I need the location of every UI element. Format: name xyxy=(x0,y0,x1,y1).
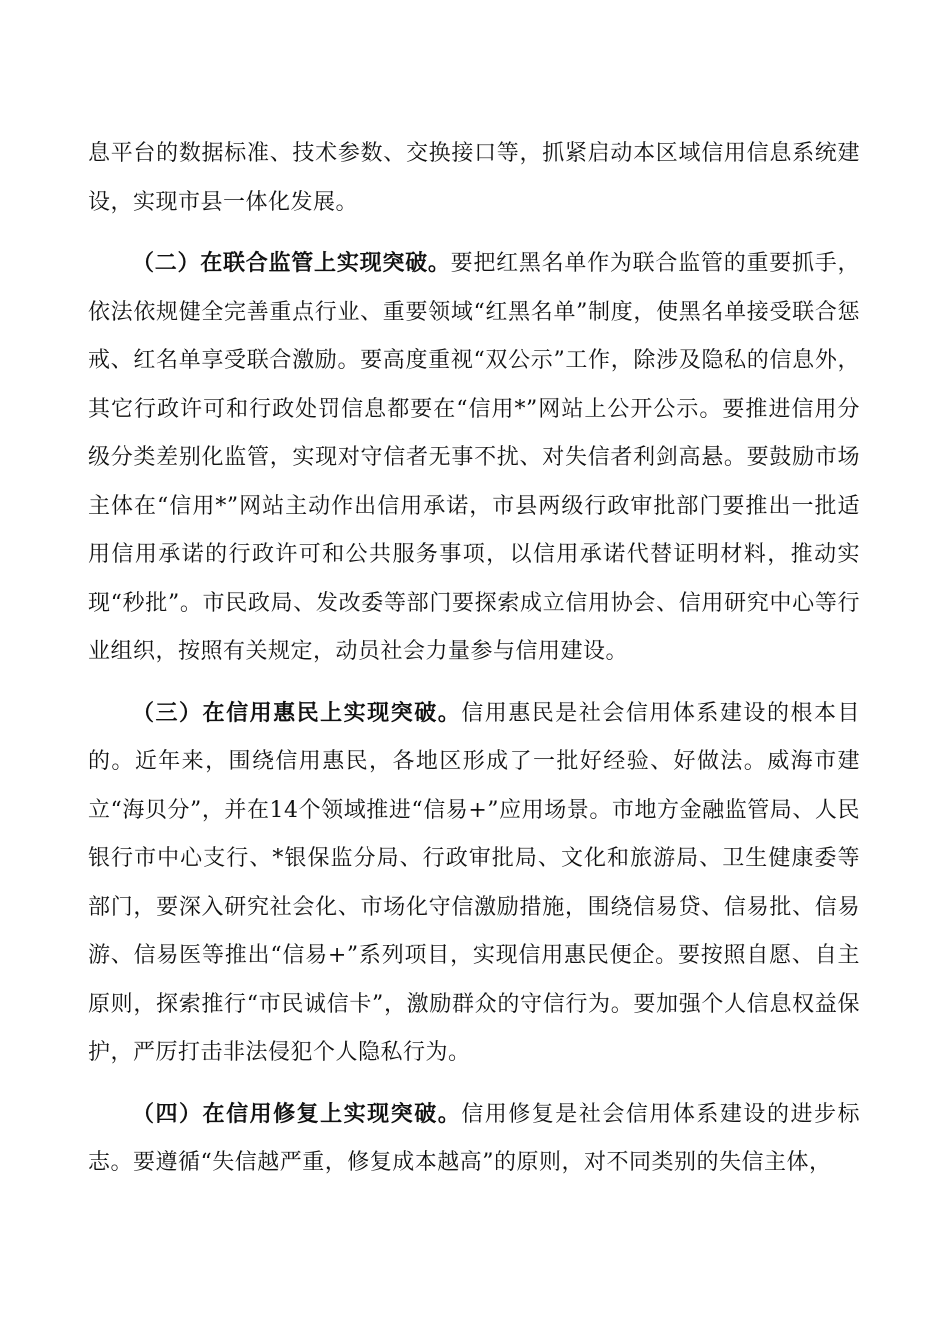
paragraph-continuation xyxy=(88,130,860,227)
section-heading: （二）在联合监管上实现突破。 xyxy=(132,250,451,276)
section-heading: （四）在信用修复上实现突破。 xyxy=(132,1100,462,1127)
paragraph-text: 要把红黑名单作为联合监管的重要抓手，依法依规健全完善重点行业、重要领域“红黑名单”制度，使黑名单接受联合惩戒、红名单享受联合激励。要高度重视“双公示”工作，除涉及隐私的信息外，其它行政许可和行政处罚信息都要在“信用*”网站上公开公示。要推进信用分级分类差别化监管，实现对守信者无事不扰、对失信者利剑高悬。要鼓励市场主体在“信用*”网站主动作出信用承诺，市县两级行政审批部门要推出一批适用信用承诺的行政许可和公共服务事项，以信用承诺代替证明材料，推动实现“秒批”。市民政局、发改委等部门要探索成立信用协会、信用研究中心等行业组织，按照有关规定，动员社会力量参与信用建设。 xyxy=(88,251,860,664)
paragraph-joint-supervision xyxy=(88,239,860,677)
paragraph-text: 信用修复是社会信用体系建设的进步标志。要遵循“失信越严重，修复成本越高”的原则，对不同类别的失信主体， xyxy=(88,1101,860,1175)
document-body xyxy=(88,130,860,1188)
paragraph-credit-benefit xyxy=(88,689,860,1078)
paragraph-credit-repair xyxy=(88,1090,860,1188)
paragraph-gap xyxy=(88,1078,860,1090)
paragraph-text: 息平台的数据标准、技术参数、交换接口等，抓紧启动本区域信用信息系统建设，实现市县一体化发展。 xyxy=(88,141,860,215)
paragraph-gap xyxy=(88,227,860,239)
paragraph-text: 信用惠民是社会信用体系建设的根本目的。近年来，围绕信用惠民，各地区形成了一批好经验、好做法。威海市建立“海贝分”，并在14个领域推进“信易+”应用场景。市地方金融监管局、人民银行市中心支行、*银保监分局、行政审批局、文化和旅游局、卫生健康委等部门，要深入研究社会化、市场化守信激励措施，围绕信易贷、信易批、信易游、信易医等推出“信易+”系列项目，实现信用惠民便企。要按照自愿、自主原则，探索推行“市民诚信卡”，激励群众的守信行为。要加强个人信息权益保护，严厉打击非法侵犯个人隐私行为。 xyxy=(88,700,860,1065)
section-heading: （三）在信用惠民上实现突破。 xyxy=(132,699,462,726)
paragraph-gap xyxy=(88,677,860,689)
